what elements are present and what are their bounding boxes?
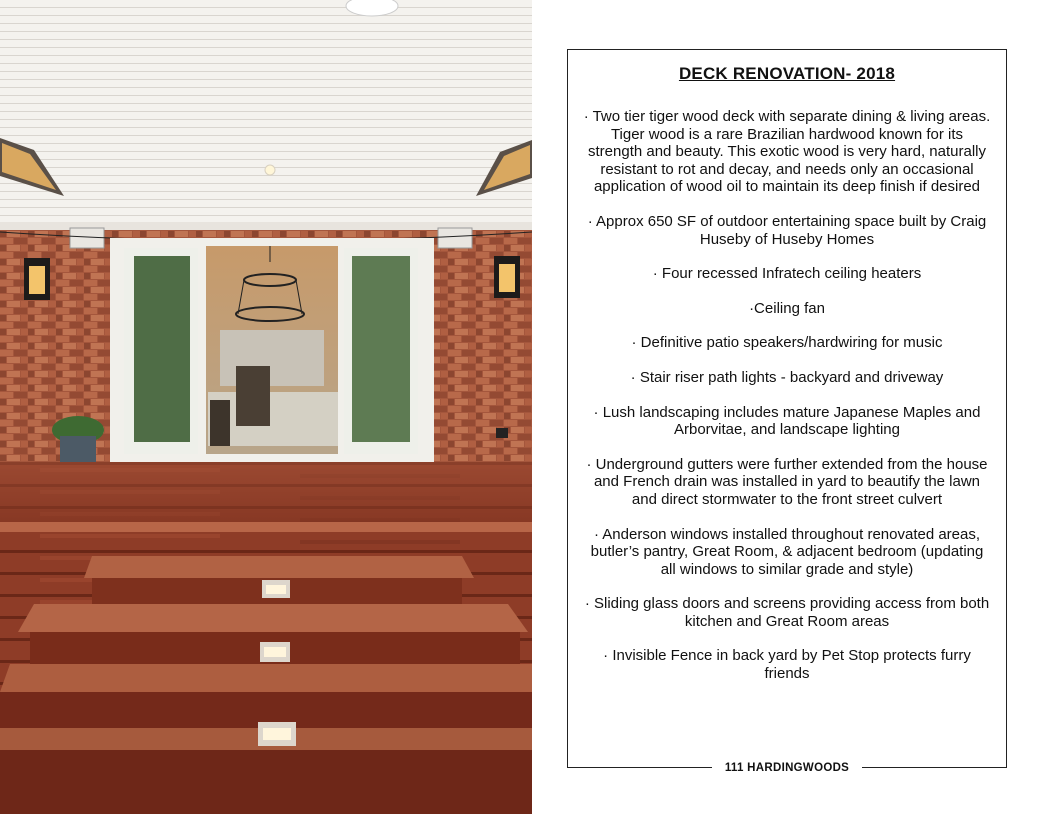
list-item: · Four recessed Infratech ceiling heaters <box>652 265 922 283</box>
panel-title: DECK RENOVATION- 2018 <box>678 64 896 83</box>
panel-footer <box>567 761 1007 775</box>
list-item: · Sliding glass doors and screens providing access from both kitchen and Great Room areas <box>584 595 990 630</box>
list-item: · Approx 650 SF of outdoor entertaining space built by Craig Huseby of Huseby Homes <box>587 212 987 248</box>
list-item: · Invisible Fence in back yard by Pet Stop protects furry friends <box>603 647 971 683</box>
list-item: ·Ceiling fan <box>749 299 825 317</box>
footer-label: 111 HARDINGWOODS <box>712 761 862 775</box>
info-panel <box>567 49 1007 774</box>
list-item: · Lush landscaping includes mature Japanese Maples and Arborvitae, and landscape lighting <box>593 403 981 439</box>
list-item: · Underground gutters were further extended from the house and French drain was installed in yard to beautify the lawn and direct stormwater to the front street culvert <box>586 455 988 508</box>
feature-list <box>582 108 992 700</box>
list-item: · Two tier tiger wood deck with separate dining & living areas. Tiger wood is a rare Brazilian hardwood known for its strength and beauty. This exotic wood is very hard, naturally resistant to rot and decay, and needs only an occasional application of wood oil to maintain its deep finish if desired <box>583 108 991 196</box>
list-item: · Stair riser path lights - backyard and driveway <box>630 368 944 386</box>
list-item: · Anderson windows installed throughout renovated areas, butler’s pantry, Great Room, & adjacent bedroom (updating all windows to similar grade and style) <box>590 525 984 578</box>
list-item: · Definitive patio speakers/hardwiring for music <box>631 334 943 352</box>
